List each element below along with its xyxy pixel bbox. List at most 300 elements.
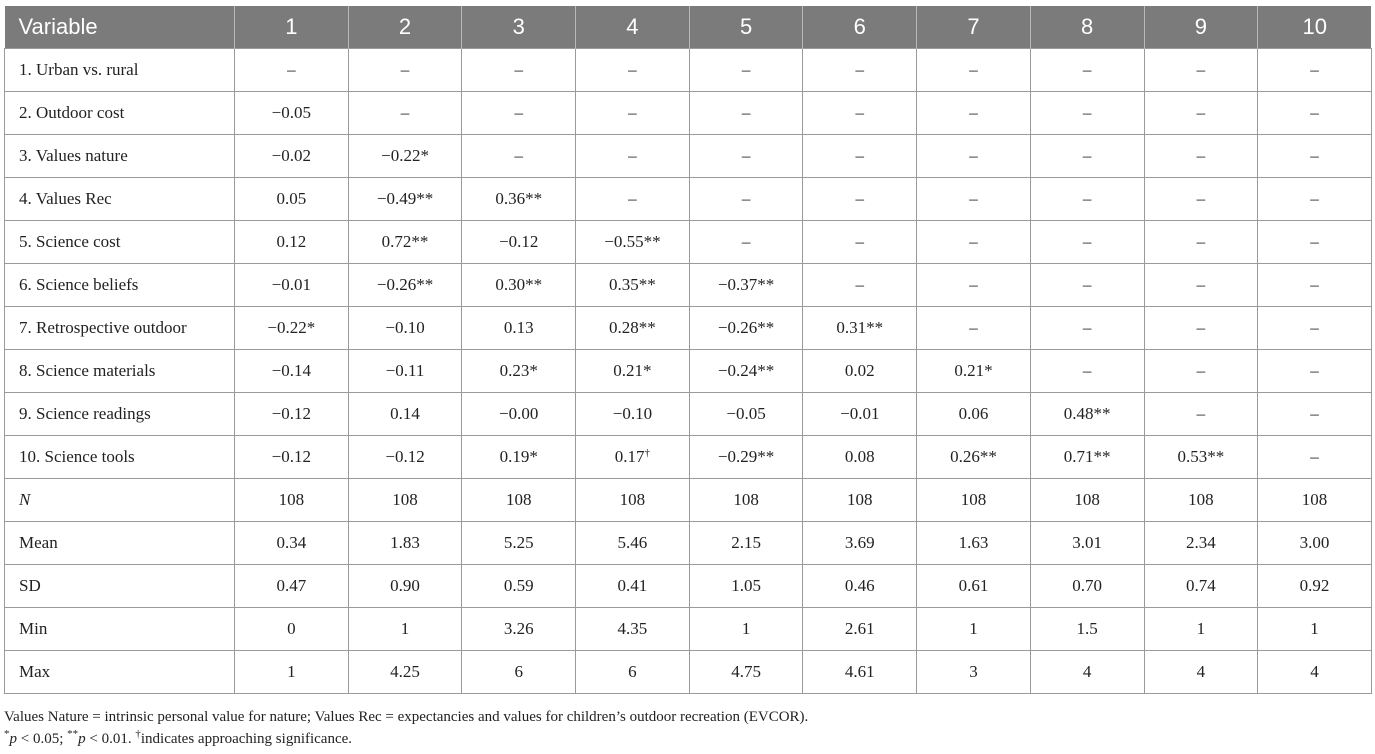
- table-cell: [1258, 307, 1372, 350]
- row-label: SD: [5, 565, 235, 608]
- cell-value: –: [1082, 361, 1092, 380]
- table-cell: [235, 92, 349, 135]
- row-label: 4. Values Rec: [5, 178, 235, 221]
- cell-value: 108: [1188, 490, 1214, 509]
- cell-value: –: [1310, 232, 1319, 251]
- table-cell: [1258, 608, 1372, 651]
- cell-value: 1: [1196, 619, 1206, 638]
- cell-value: –: [1082, 189, 1092, 208]
- table-cell: [917, 49, 1031, 92]
- cell-value: –: [1082, 60, 1092, 79]
- column-header-10: 10: [1258, 6, 1372, 49]
- column-header-7: 7: [917, 6, 1031, 49]
- cell-value: 4: [1310, 662, 1319, 681]
- table-cell: [1144, 522, 1258, 565]
- table-cell: [348, 92, 462, 135]
- table-cell: [803, 92, 917, 135]
- cell-value: 0.71**: [1063, 447, 1111, 466]
- cell-value: 0.36**: [495, 189, 543, 208]
- table-cell: [689, 436, 803, 479]
- row-label: 8. Science materials: [5, 350, 235, 393]
- note-star-2: **: [67, 728, 79, 740]
- cell-value: −0.26**: [376, 275, 434, 294]
- table-cell: [1258, 135, 1372, 178]
- row-label: Max: [5, 651, 235, 694]
- correlation-table: [4, 6, 1372, 694]
- table-cell: [1030, 49, 1144, 92]
- cell-value: –: [1082, 275, 1092, 294]
- table-cell: [1144, 92, 1258, 135]
- cell-value: –: [1310, 318, 1319, 337]
- cell-value: −0.24**: [717, 361, 775, 380]
- cell-value: –: [400, 60, 410, 79]
- cell-value: –: [1196, 318, 1206, 337]
- cell-value: 0.23*: [499, 361, 538, 380]
- row-label: 7. Retrospective outdoor: [5, 307, 235, 350]
- table-cell: [348, 135, 462, 178]
- table-cell: [235, 651, 349, 694]
- cell-value: –: [1310, 404, 1319, 423]
- cell-value: –: [1196, 60, 1206, 79]
- cell-value: 0.74: [1185, 576, 1216, 595]
- cell-value: –: [1082, 103, 1092, 122]
- column-header-9: 9: [1144, 6, 1258, 49]
- table-cell: [576, 178, 690, 221]
- table-cell: [1030, 522, 1144, 565]
- column-header-1: 1: [235, 6, 349, 49]
- cell-value: –: [1196, 146, 1206, 165]
- cell-value: 0.48**: [1063, 404, 1111, 423]
- cell-value: −0.22*: [381, 146, 429, 165]
- table-cell: [803, 651, 917, 694]
- table-cell: [917, 307, 1031, 350]
- cell-value: 0.28**: [609, 318, 656, 337]
- table-row: [5, 565, 1372, 608]
- cell-value: 0.41: [617, 576, 648, 595]
- table-row: [5, 522, 1372, 565]
- cell-value: 4.61: [844, 662, 875, 681]
- table-cell: [462, 49, 576, 92]
- cell-value: 0.35**: [609, 275, 656, 294]
- column-header-4: 4: [576, 6, 690, 49]
- cell-value: −0.37**: [717, 275, 775, 294]
- table-notes: [4, 706, 1371, 750]
- cell-value: 108: [505, 490, 532, 509]
- column-header-5: 5: [689, 6, 803, 49]
- cell-value: 1: [741, 619, 751, 638]
- table-cell: [1258, 436, 1372, 479]
- table-cell: [1030, 565, 1144, 608]
- table-cell: [689, 264, 803, 307]
- cell-value: –: [1196, 361, 1206, 380]
- table-cell: [1258, 522, 1372, 565]
- cell-value: –: [969, 189, 978, 208]
- table-cell: [1030, 178, 1144, 221]
- table-cell: [576, 479, 690, 522]
- cell-value: –: [969, 146, 978, 165]
- table-cell: [348, 350, 462, 393]
- table-row: [5, 350, 1372, 393]
- cell-value: –: [741, 103, 751, 122]
- cell-value: –: [741, 189, 751, 208]
- table-cell: [462, 135, 576, 178]
- cell-value: 1: [400, 619, 410, 638]
- table-cell: [689, 178, 803, 221]
- table-cell: [689, 221, 803, 264]
- table-cell: [1258, 221, 1372, 264]
- table-cell: [803, 565, 917, 608]
- table-cell: [235, 307, 349, 350]
- row-label: 1. Urban vs. rural: [5, 49, 235, 92]
- cell-value: 108: [278, 490, 305, 509]
- table-cell: [462, 307, 576, 350]
- note-text-1: < 0.05;: [17, 731, 68, 747]
- cell-value: –: [855, 60, 865, 79]
- table-cell: [689, 522, 803, 565]
- cell-value: 108: [619, 490, 646, 509]
- table-row: [5, 264, 1372, 307]
- cell-value: 108: [1301, 490, 1328, 509]
- table-cell: [689, 350, 803, 393]
- cell-value: –: [514, 103, 523, 122]
- table-cell: [235, 350, 349, 393]
- cell-value: 5.46: [617, 533, 648, 552]
- cell-value: 3: [969, 662, 978, 681]
- table-cell: [1258, 393, 1372, 436]
- abbreviation-note: Values Nature = intrinsic personal value for nature; Values Rec = expectancies and values for children’s outdoor recreation (EVCOR).: [4, 709, 809, 725]
- row-label: 2. Outdoor cost: [5, 92, 235, 135]
- table-cell: [1144, 608, 1258, 651]
- table-row: [5, 307, 1372, 350]
- cell-value: –: [628, 146, 637, 165]
- table-cell: [1258, 92, 1372, 135]
- table-cell: [1144, 479, 1258, 522]
- table-cell: [462, 436, 576, 479]
- table-cell: [803, 350, 917, 393]
- cell-value: –: [969, 60, 978, 79]
- cell-value: –: [855, 103, 865, 122]
- cell-value: 108: [847, 490, 873, 509]
- table-cell: [689, 393, 803, 436]
- cell-value: –: [1310, 146, 1319, 165]
- cell-value: 1.05: [731, 576, 761, 595]
- table-cell: [1030, 350, 1144, 393]
- table-cell: [803, 49, 917, 92]
- table-cell: [1144, 307, 1258, 350]
- cell-value: −0.55**: [604, 232, 661, 251]
- cell-value: –: [1082, 146, 1092, 165]
- table-cell: [235, 264, 349, 307]
- cell-value: 0.34: [276, 533, 307, 552]
- cell-value: 4: [1196, 662, 1206, 681]
- cell-value: –: [855, 232, 865, 251]
- row-label: Mean: [5, 522, 235, 565]
- note-text-2: < 0.01.: [85, 731, 136, 747]
- table-cell: [348, 608, 462, 651]
- cell-value: –: [1310, 189, 1319, 208]
- cell-value: 0.61: [958, 576, 989, 595]
- table-cell: [917, 651, 1031, 694]
- cell-value: 0.72**: [381, 232, 429, 251]
- table-cell: [348, 393, 462, 436]
- table-cell: [576, 522, 690, 565]
- row-label: 6. Science beliefs: [5, 264, 235, 307]
- cell-value: 0.17: [614, 447, 645, 466]
- table-cell: [348, 436, 462, 479]
- cell-value: 108: [392, 490, 418, 509]
- table-row: [5, 92, 1372, 135]
- table-cell: [917, 393, 1031, 436]
- table-cell: [1144, 393, 1258, 436]
- column-header-8: 8: [1030, 6, 1144, 49]
- table-cell: [576, 49, 690, 92]
- cell-value: 108: [960, 490, 987, 509]
- cell-value: 2.61: [844, 619, 875, 638]
- note-p-2: p: [78, 731, 86, 747]
- table-cell: [1144, 565, 1258, 608]
- cell-value: 0.06: [958, 404, 989, 423]
- cell-value: –: [741, 232, 751, 251]
- table-cell: [1144, 178, 1258, 221]
- table-cell: [803, 264, 917, 307]
- table-cell: [1258, 350, 1372, 393]
- note-dagger: †: [135, 728, 141, 740]
- cell-value: 4: [1082, 662, 1092, 681]
- table-row: [5, 393, 1372, 436]
- table-cell: [576, 264, 690, 307]
- table-cell: [576, 307, 690, 350]
- table-cell: [1144, 264, 1258, 307]
- cell-value: −0.05: [726, 404, 766, 423]
- table-cell: [348, 479, 462, 522]
- row-label: 3. Values nature: [5, 135, 235, 178]
- cell-value: –: [287, 60, 296, 79]
- table-cell: [576, 608, 690, 651]
- cell-value: 4.75: [731, 662, 761, 681]
- table-cell: [803, 178, 917, 221]
- cell-value: 0.47: [276, 576, 307, 595]
- cell-value: 0.02: [844, 361, 875, 380]
- table-cell: [462, 651, 576, 694]
- table-cell: [1144, 651, 1258, 694]
- table-cell: [462, 221, 576, 264]
- table-cell: [689, 307, 803, 350]
- column-header-variable: Variable: [5, 6, 235, 49]
- table-cell: [1258, 479, 1372, 522]
- cell-value: −0.00: [499, 404, 539, 423]
- cell-value: –: [1082, 318, 1092, 337]
- table-cell: [235, 221, 349, 264]
- cell-value: 3.26: [503, 619, 534, 638]
- table-cell: [689, 92, 803, 135]
- cell-value: –: [628, 189, 637, 208]
- table-cell: [1030, 651, 1144, 694]
- table-cell: [917, 565, 1031, 608]
- table-cell: [1030, 135, 1144, 178]
- table-cell: [348, 49, 462, 92]
- cell-value: −0.26**: [717, 318, 775, 337]
- cell-value: –: [855, 146, 865, 165]
- table-cell: [348, 307, 462, 350]
- table-row: [5, 436, 1372, 479]
- cell-value: –: [969, 275, 978, 294]
- table-cell: [1258, 651, 1372, 694]
- table-cell: [917, 608, 1031, 651]
- table-cell: [803, 608, 917, 651]
- cell-value: 1.5: [1076, 619, 1098, 638]
- cell-value: 6: [628, 662, 637, 681]
- table-body: [5, 49, 1372, 694]
- cell-value: 3.00: [1299, 533, 1330, 552]
- cell-value: –: [1196, 189, 1206, 208]
- table-cell: [689, 49, 803, 92]
- cell-value: 1.63: [958, 533, 989, 552]
- table-cell: [348, 264, 462, 307]
- table-cell: [235, 135, 349, 178]
- cell-value: 2.34: [1185, 533, 1216, 552]
- cell-value: −0.12: [271, 447, 312, 466]
- cell-value: –: [969, 103, 978, 122]
- table-cell: [576, 651, 690, 694]
- row-label: N: [5, 479, 235, 522]
- table-cell: [235, 565, 349, 608]
- table-cell: [235, 479, 349, 522]
- cell-value: 3.69: [844, 533, 875, 552]
- table-cell: [1258, 565, 1372, 608]
- cell-value: –: [1310, 103, 1319, 122]
- note-p-1: p: [9, 731, 17, 747]
- table-cell: [462, 522, 576, 565]
- table-cell: [462, 92, 576, 135]
- table-cell: [917, 479, 1031, 522]
- cell-value: 0.90: [390, 576, 420, 595]
- table-cell: [917, 221, 1031, 264]
- table-cell: [235, 393, 349, 436]
- cell-value: –: [1310, 60, 1319, 79]
- cell-value: –: [1310, 447, 1319, 466]
- row-label: 5. Science cost: [5, 221, 235, 264]
- table-cell: [917, 178, 1031, 221]
- table-header-row: [5, 6, 1372, 49]
- table-cell: [348, 221, 462, 264]
- table-cell: [235, 178, 349, 221]
- cell-value: 0.21*: [954, 361, 993, 380]
- table-cell: [1144, 436, 1258, 479]
- table-cell: [689, 651, 803, 694]
- table-cell: [462, 350, 576, 393]
- table-cell: [576, 135, 690, 178]
- table-cell: [1030, 221, 1144, 264]
- cell-value: 6: [514, 662, 523, 681]
- cell-value: –: [1310, 275, 1319, 294]
- table-row: [5, 221, 1372, 264]
- cell-value: 2.15: [731, 533, 761, 552]
- table-cell: [803, 307, 917, 350]
- cell-value: −0.02: [271, 146, 312, 165]
- table-cell: [803, 221, 917, 264]
- cell-value: −0.22*: [267, 318, 316, 337]
- table-cell: [576, 393, 690, 436]
- cell-value: 1: [969, 619, 978, 638]
- table-row: [5, 608, 1372, 651]
- cell-value: 0.21*: [613, 361, 652, 380]
- cell-value: –: [741, 60, 751, 79]
- table-cell: [803, 436, 917, 479]
- table-cell: [235, 522, 349, 565]
- table-cell: [1258, 178, 1372, 221]
- row-label: 10. Science tools: [5, 436, 235, 479]
- cell-value: 3.01: [1072, 533, 1103, 552]
- table-cell: [689, 608, 803, 651]
- cell-value: −0.05: [271, 103, 312, 122]
- table-cell: [1030, 608, 1144, 651]
- cell-value: –: [628, 103, 637, 122]
- table-row: [5, 651, 1372, 694]
- note-star-1: *: [4, 728, 10, 740]
- cell-value: –: [514, 146, 523, 165]
- cell-value: 1: [1310, 619, 1319, 638]
- table-cell: [1258, 264, 1372, 307]
- table-cell: [576, 565, 690, 608]
- cell-value: 0.59: [503, 576, 534, 595]
- table-cell: [917, 264, 1031, 307]
- table-cell: [803, 522, 917, 565]
- table-cell: [462, 608, 576, 651]
- cell-value: 4.25: [390, 662, 420, 681]
- table-cell: [803, 479, 917, 522]
- cell-value: 4.35: [617, 619, 648, 638]
- cell-value: 0.26**: [950, 447, 997, 466]
- cell-value: −0.12: [385, 447, 425, 466]
- cell-value: −0.49**: [376, 189, 434, 208]
- cell-value: −0.29**: [717, 447, 775, 466]
- table-cell: [576, 92, 690, 135]
- cell-value: 0.08: [844, 447, 875, 466]
- cell-value: −0.01: [840, 404, 880, 423]
- table-cell: [235, 49, 349, 92]
- table-cell: [462, 264, 576, 307]
- cell-value: 0: [287, 619, 296, 638]
- row-label: Min: [5, 608, 235, 651]
- table-cell: [462, 565, 576, 608]
- cell-value: 0.53**: [1177, 447, 1225, 466]
- table-cell: [348, 522, 462, 565]
- column-header-6: 6: [803, 6, 917, 49]
- table-cell: [462, 393, 576, 436]
- cell-value: −0.01: [271, 275, 312, 294]
- table-cell: [917, 92, 1031, 135]
- cell-value: 0.12: [276, 232, 307, 251]
- cell-value: 0.19*: [499, 447, 538, 466]
- table-cell: [576, 436, 690, 479]
- table-cell: [1030, 92, 1144, 135]
- cell-value: 1.83: [390, 533, 420, 552]
- cell-value: –: [400, 103, 410, 122]
- cell-value: −0.10: [612, 404, 653, 423]
- table-row: [5, 135, 1372, 178]
- table-cell: [235, 436, 349, 479]
- table-cell: [1144, 49, 1258, 92]
- cell-value: –: [1310, 361, 1319, 380]
- table-row: [5, 178, 1372, 221]
- cell-value: 0.92: [1299, 576, 1330, 595]
- table-cell: [348, 565, 462, 608]
- table-row: [5, 479, 1372, 522]
- cell-value: –: [1196, 232, 1206, 251]
- cell-value: 0.14: [390, 404, 420, 423]
- cell-value: –: [1196, 404, 1206, 423]
- cell-value: −0.10: [385, 318, 425, 337]
